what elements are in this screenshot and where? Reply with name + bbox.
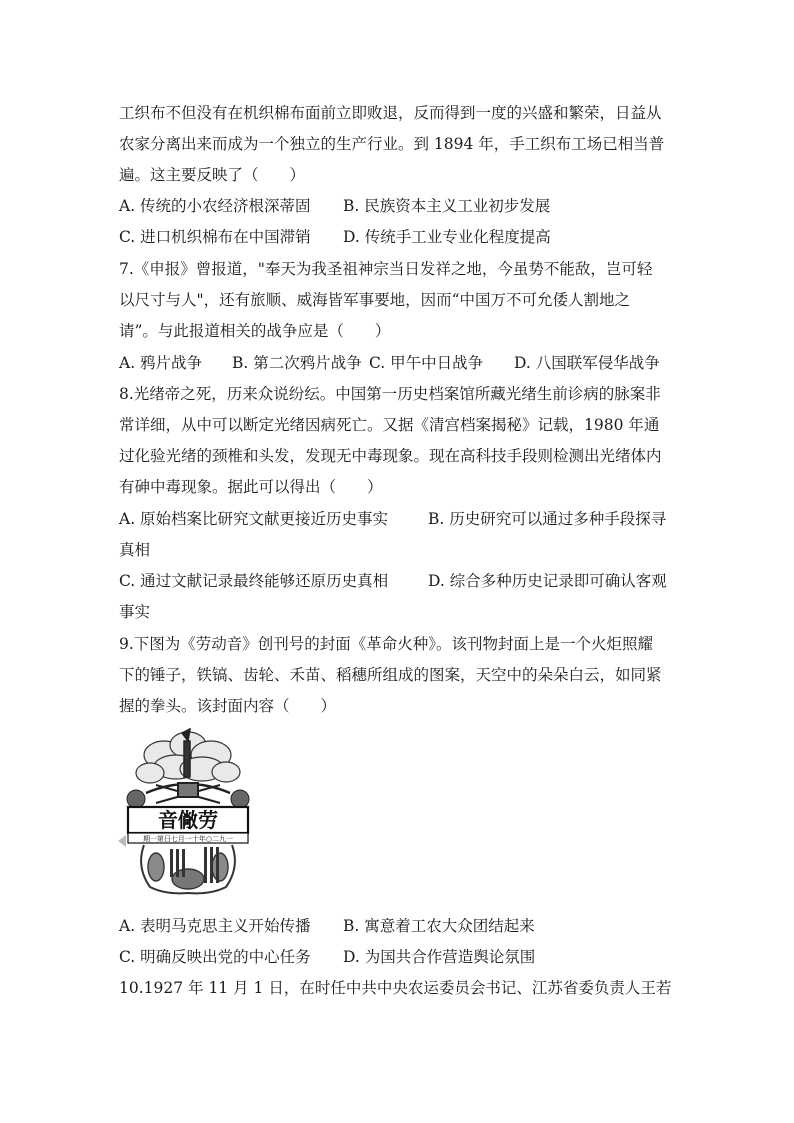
q8-option-b[interactable]: B. 历史研究可以通过多种手段探寻 [428, 510, 667, 528]
q6-option-a[interactable]: A. 传统的小农经济根深蒂固 [119, 197, 311, 215]
masthead-title: 音僘劳 [158, 808, 218, 832]
q10-stem-line-1: 10.1927 年 11 月 1 日，在时任中共中央农运委员会书记、江苏省委负责人王若 [119, 979, 672, 997]
q6-option-c[interactable]: C. 进口机织棉布在中国滞销 [119, 228, 311, 246]
q9-option-b[interactable]: B. 寓意着工农大众团结起来 [343, 917, 535, 935]
q9-stem-line-3: 握的拳头。该封面内容（ ） [119, 697, 337, 715]
q8-option-b-continued: 真相 [119, 541, 151, 559]
q6-stem-line-2: 农家分离出来而成为一个独立的生产行业。到 1894 年，手工织布工场已相当普 [119, 135, 665, 153]
q6-stem-line-3: 遍。这主要反映了（ ） [119, 166, 306, 184]
q9-option-c[interactable]: C. 明确反映出党的中心任务 [119, 948, 311, 966]
q8-stem-line-3: 过化验光绪的颈椎和头发，发现无中毒现象。现在高科技手段则检测出光绪体内 [119, 447, 662, 465]
q9-option-a[interactable]: A. 表明马克思主义开始传播 [119, 917, 311, 935]
hammer-pick-illustration [146, 783, 230, 803]
magazine-cover-image [116, 727, 260, 897]
q8-stem-line-2: 常详细，从中可以断定光绪因病死亡。又据《清宫档案揭秘》记载，1980 年通 [119, 416, 660, 434]
edge-mark [118, 835, 126, 847]
q9-stem-line-1: 9.下图为《劳动音》创刊号的封面《革命火种》。该刊物封面上是一个火炬照耀 [119, 635, 654, 653]
q7-option-d[interactable]: D. 八国联军侵华战争 [514, 354, 660, 372]
q8-stem-line-1: 8.光绪帝之死，历来众说纷纭。中国第一历史档案馆所藏光绪生前诊病的脉案非 [119, 385, 661, 403]
q8-stem-line-4: 有砷中毒现象。据此可以得出（ ） [119, 478, 383, 496]
q8-option-d-continued: 事实 [119, 603, 151, 621]
q6-option-b[interactable]: B. 民族资本主义工业初步发展 [343, 197, 551, 215]
q7-stem-line-1: 7.《申报》曾报道，"奉天为我圣祖神宗当日发祥之地，今虽势不能敌，岂可轻 [119, 260, 653, 278]
q6-stem-line-1: 工织布不但没有在机织棉布面前立即败退，反而得到一度的兴盛和繁荣，日益从 [119, 104, 662, 122]
q8-option-c[interactable]: C. 通过文献记录最终能够还原历史真相 [119, 572, 389, 590]
q7-option-c[interactable]: C. 甲午中日战争 [369, 354, 484, 372]
q7-stem-line-2: 以尺寸与人"，还有旅顺、威海皆军事要地，因而“中国万不可允倭人割地之 [119, 291, 631, 309]
q7-option-b[interactable]: B. 第二次鸦片战争 [232, 354, 362, 372]
q8-option-a[interactable]: A. 原始档案比研究文献更接近历史事实 [119, 510, 389, 528]
q7-stem-line-3: 请”。与此报道相关的战争应是（ ） [119, 322, 391, 340]
masthead-date: 期一第日七月一十年○二九一 [142, 835, 234, 843]
q6-option-d[interactable]: D. 传统手工业专业化程度提高 [343, 228, 551, 246]
wreath-illustration [141, 845, 235, 893]
q9-stem-line-2: 下的锤子，铁镐、齿轮、禾苗、稻穗所组成的图案，天空中的朵朵白云，如同紧 [119, 666, 662, 684]
q7-option-a[interactable]: A. 鸦片战争 [119, 354, 203, 372]
q8-option-d[interactable]: D. 综合多种历史记录即可确认客观 [428, 572, 667, 590]
q9-option-d[interactable]: D. 为国共合作营造舆论氛围 [343, 948, 536, 966]
